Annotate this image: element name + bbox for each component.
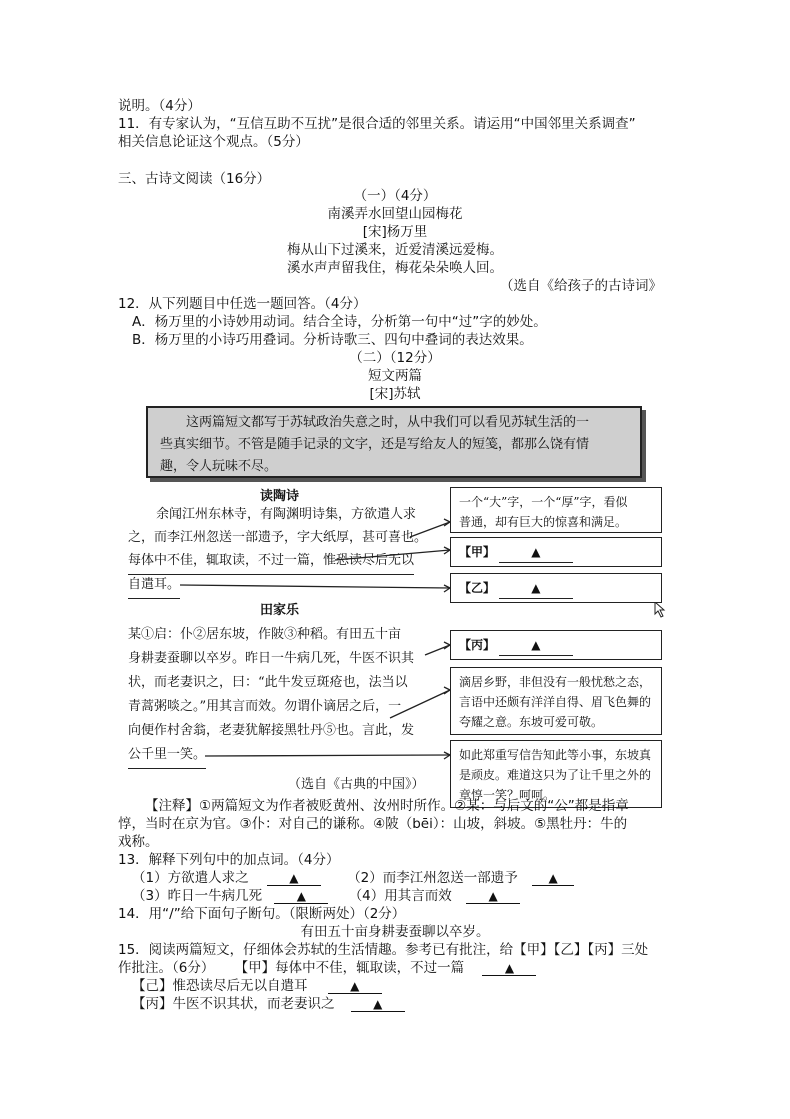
poem-source: （选自《给孩子的古诗词》 <box>500 278 662 294</box>
essay2-line-underlined: 公千里一笑。 <box>128 742 206 769</box>
essay1-line: 余闻江州东林寺，有陶渊明诗集，方欲遣人求 <box>156 507 417 522</box>
comment-box-yi <box>450 573 662 603</box>
label-yi: 【乙】 <box>459 581 496 595</box>
triangle-icon: ▲ <box>531 545 541 559</box>
comment-text: 言语中还颇有洋洋自得、眉飞色舞的 <box>459 695 652 709</box>
comment-text: 夸耀之意。东坡可爱可敬。 <box>459 715 604 729</box>
answer-blank[interactable] <box>499 542 573 563</box>
question-11-line1: 11．有专家认为，“互信互助不互扰”是很合适的邻里关系。请运用“中国邻里关系调查” <box>118 116 636 132</box>
continued-question-text: 说明。（4分） <box>118 98 201 114</box>
triangle-icon: ▲ <box>289 871 299 885</box>
comment-box-mid <box>450 667 662 735</box>
label-bing: 【丙】 <box>459 638 496 652</box>
comment-text: 如此郑重写信告知此等小事，东坡真 <box>459 748 652 762</box>
q13-item-1: （1）方欲遣人求之 <box>132 870 249 886</box>
q15-item-yi: 【己】惟恐读尽后无以自遣耳 <box>132 978 308 994</box>
question-15-line4 <box>132 995 405 1013</box>
essay2-line: 状，而老妻识之，曰：“此牛发豆斑疮也，法当以 <box>128 675 408 690</box>
essay1-line-underlined: 每体中不佳，辄取读，不过一篇，惟恐读尽后无以 <box>128 548 414 575</box>
comment-text: 章惇一笑？呵呵。 <box>459 788 556 802</box>
answer-blank[interactable] <box>482 961 536 976</box>
triangle-icon: ▲ <box>548 871 558 885</box>
poem-author: [宋]杨万里 <box>362 224 428 240</box>
scan-source: （选自《古典的中国》） <box>288 777 425 792</box>
essay2-line: 某①启：仆②居东坡，作陂③种稻。有田五十亩 <box>128 627 402 642</box>
answer-blank[interactable] <box>267 871 321 886</box>
prose-author: [宋]苏轼 <box>369 386 421 402</box>
answer-blank[interactable] <box>499 635 573 656</box>
answer-blank[interactable] <box>351 997 405 1012</box>
label-jia: 【甲】 <box>459 545 496 559</box>
intro-line: 这两篇短文都写于苏轼政治失意之时，从中我们可以看见苏轼生活的一 <box>186 415 590 430</box>
triangle-icon: ▲ <box>350 979 360 993</box>
q13-item-3: （3）昨日一牛病几死 <box>132 888 263 904</box>
question-15-line2 <box>118 959 536 977</box>
comment-box-bing <box>450 630 662 660</box>
poem-line-1: 梅从山下过溪来，近爱清溪远爱梅。 <box>287 242 503 258</box>
notes-line: 戏称。 <box>118 834 159 850</box>
question-14-stem: 14．用“/”给下面句子断句。（限断两处）（2分） <box>118 906 406 922</box>
question-15-line1: 15．阅读两篇短文，仔细体会苏轼的生活情趣。参考已有批注，给【甲】【乙】【丙】三处 <box>118 942 649 958</box>
notes-line: 惇，当时在京为官。③仆：对自己的谦称。④陂（bēi）：山坡，斜坡。⑤黑牡丹：牛的 <box>118 816 628 832</box>
triangle-icon: ▲ <box>488 889 498 903</box>
essay2-line: 向便作村舍翁，老妻犹解接黑牡丹⑤也。言此，发 <box>128 723 415 738</box>
prose-title: 短文两篇 <box>368 368 422 384</box>
question-13-stem: 13．解释下列句中的加点词。（4分） <box>118 852 340 868</box>
essay2-title: 田家乐 <box>260 603 300 618</box>
intro-line: 趣，令人玩味不尽。 <box>160 459 278 474</box>
triangle-icon: ▲ <box>504 961 515 975</box>
question-12-option-a: A．杨万里的小诗妙用动词。结合全诗，分析第一句中“过”字的妙处。 <box>132 314 547 330</box>
essay2-line: 身耕妻蚕聊以卒岁。昨日一牛病几死，牛医不识其 <box>128 651 415 666</box>
question-15-line3 <box>132 977 382 995</box>
answer-blank[interactable] <box>274 889 328 904</box>
essay1-line-underlined: 自遣耳。 <box>128 572 180 599</box>
comment-text: 滴居乡野，非但没有一般忧愁之态， <box>459 675 652 689</box>
q15-item-jia: 【甲】每体中不佳，辄取读，不过一篇 <box>234 960 465 976</box>
comment-box-top <box>450 487 662 533</box>
answer-blank[interactable] <box>466 889 520 904</box>
triangle-icon: ▲ <box>373 997 383 1011</box>
q15-item-bing: 【丙】牛医不识其状，而老妻识之 <box>132 996 335 1012</box>
answer-blank[interactable] <box>328 979 382 994</box>
prose-part-label: （二）（12分） <box>349 350 441 366</box>
poem-line-2: 溪水声声留我住，梅花朵朵唤人回。 <box>287 260 503 276</box>
question-11-line2: 相关信息论证这个观点。（5分） <box>118 134 309 150</box>
question-12-stem: 12．从下列题目中任选一题回答。（4分） <box>118 296 367 312</box>
answer-blank[interactable] <box>532 871 574 886</box>
cursor-icon <box>655 602 664 617</box>
question-12-option-b: B．杨万里的小诗巧用叠词。分析诗歌三、四句中叠词的表达效果。 <box>132 332 533 348</box>
triangle-icon: ▲ <box>296 889 306 903</box>
answer-blank[interactable] <box>499 578 573 599</box>
triangle-icon: ▲ <box>531 638 541 652</box>
q13-item-4: （4）用其言而效 <box>348 888 452 904</box>
q15-score: 作批注。（6分） <box>118 960 215 976</box>
comment-text: 一个“大”字，一个“厚”字，看似 <box>459 495 628 509</box>
poem-part-label: （一）（4分） <box>353 188 437 204</box>
triangle-icon: ▲ <box>531 581 541 595</box>
question-13-items-row1 <box>132 869 574 887</box>
essay2-line: 青蒿粥啖之。”用其言而效。勿谓仆谪居之后，一 <box>128 699 402 714</box>
comment-text: 是顽皮。难道这只为了让千里之外的 <box>459 768 652 782</box>
comment-box-jia <box>450 537 662 567</box>
q13-item-2: （2）而李江州忽送一部遗予 <box>347 870 518 886</box>
section3-title: 三、古诗文阅读（16分） <box>118 171 271 187</box>
question-14-sentence: 有田五十亩身耕妻蚕聊以卒岁。 <box>300 924 490 940</box>
poem-title: 南溪弄水回望山园梅花 <box>327 206 463 222</box>
question-13-items-row2 <box>132 887 520 905</box>
essay1-line: 之，而李江州忽送一部遗予，字大纸厚，甚可喜也。 <box>128 530 428 545</box>
notes-line: 【注释】①两篇短文为作者被贬黄州、汝州时所作。②某：与后文的“公”都是指章 <box>145 798 629 814</box>
intro-line: 些真实细节。不管是随手记录的文字，还是写给友人的短笺，都那么饶有情 <box>160 437 590 452</box>
essay1-title: 读陶诗 <box>260 489 300 504</box>
comment-text: 普通，却有巨大的惊喜和满足。 <box>459 515 628 529</box>
